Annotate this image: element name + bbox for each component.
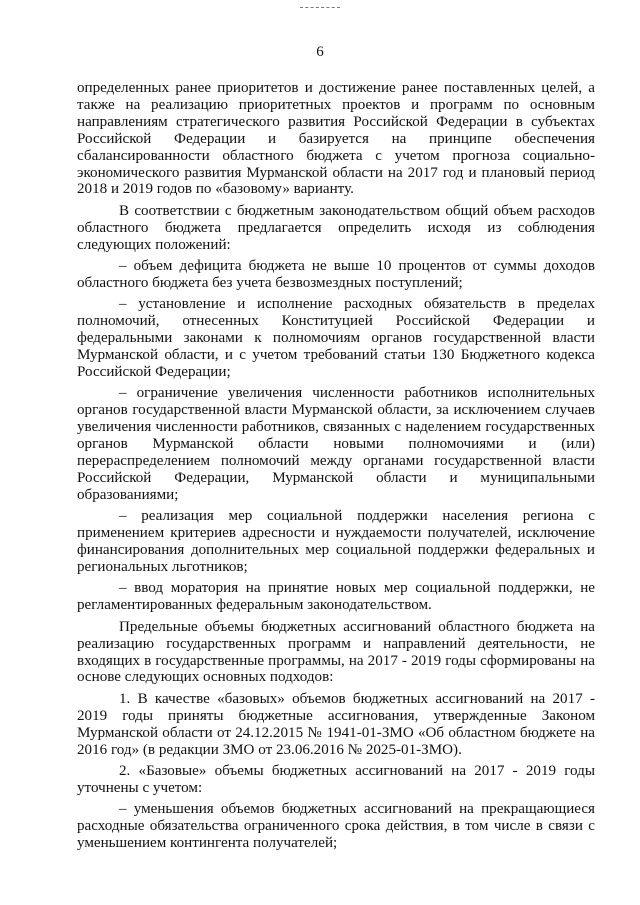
paragraph-expenditure-volume: В соответствии с бюджетным законодательством общий объем расходов областного бюджета предлагается определить исходя из соблюдения следующих положений: (77, 202, 595, 253)
list-item-deficit: – объем дефицита бюджета не выше 10 процентов от суммы доходов областного бюджета без учета безвозмездных поступлений; (77, 258, 595, 291)
numbered-item-1: 1. В качестве «базовых» объемов бюджетных ассигнований на 2017 - 2019 годы приняты бюджетные ассигнования, утвержденные Законом Мурманской области от 24.12.2015 № 1941-01-ЗМО «Об областном бюджете на 2016 год» (в редакции ЗМО от 23.06.2016 № 2025-01-ЗМО). (77, 690, 595, 758)
paragraph-priorities-continuation: определенных ранее приоритетов и достижение ранее поставленных целей, а также на реализацию приоритетных проектов и программ по основным направлениям стратегического развития Российской Федерации в субъектах Российской Федерации и базируется на принципе обеспечения сбалансированности областного бюджета с учетом прогноза социально-экономического развития Мурманской области на 2017 год и плановый период 2018 и 2019 годов по «базовому» варианту. (77, 80, 595, 198)
list-item-moratorium: – ввод моратория на принятие новых мер социальной поддержки, не регламентированных федеральным законодательством. (77, 580, 595, 614)
list-item-obligations: – установление и исполнение расходных обязательств в пределах полномочий, отнесенных Конституцией Российской Федерации и федеральными законами к полномочиям органов государственной власти Мурманской области, и с учетом требований статьи 130 Бюджетного кодекса Российской Федерации; (77, 296, 595, 380)
page-top-mark (300, 7, 340, 8)
list-item-social-support: – реализация мер социальной поддержки населения региона с применением критериев адресности и нуждаемости получателей, исключение финансирования дополнительных мер социальной поддержки федеральных и региональных льготников; (77, 508, 595, 575)
page-number: 6 (316, 44, 324, 60)
list-item-reduction: – уменьшения объемов бюджетных ассигнований на прекращающиеся расходные обязательства ограниченного срока действия, в том числе в связи с уменьшением контингента получателей; (77, 801, 595, 852)
list-item-staff-limit: – ограничение увеличения численности работников исполнительных органов государственной власти Мурманской области, за исключением случаев увеличения численности работников, связанных с наделением государственных органов Мурманской области новыми полномочиями и (или) перераспределением полномочий между органами государственной власти Российской Федерации, Мурманской области и муниципальными образованиями; (77, 385, 595, 503)
document-body (77, 80, 595, 856)
numbered-item-2: 2. «Базовые» объемы бюджетных ассигнований на 2017 - 2019 годы уточнены с учетом: (77, 762, 595, 796)
paragraph-limit-volumes: Предельные объемы бюджетных ассигнований областного бюджета на реализацию государственных программ и направлений деятельности, не входящих в государственные программы, на 2017 - 2019 годы сформированы на основе следующих основных подходов: (77, 618, 595, 686)
